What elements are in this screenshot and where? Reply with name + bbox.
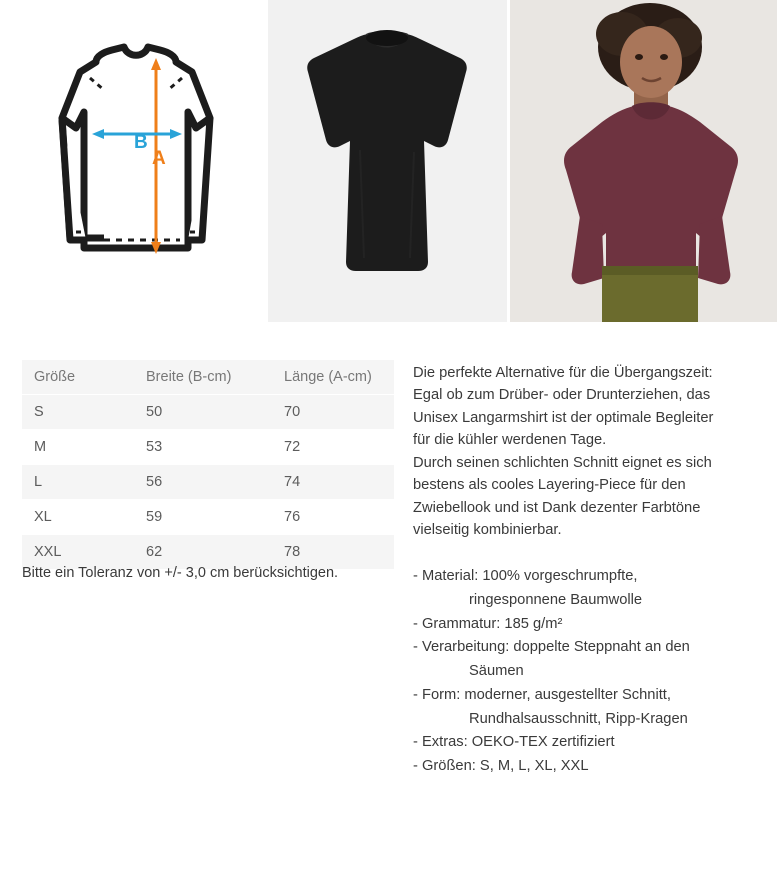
product-photo-panel xyxy=(268,0,507,322)
cell-size: XL xyxy=(22,500,134,535)
cell-width: 56 xyxy=(134,465,272,500)
longsleeve-schematic-icon xyxy=(0,0,265,322)
spec-verarbeitung: - Verarbeitung: doppelte Steppnaht an den xyxy=(413,639,690,656)
product-specs xyxy=(413,565,765,779)
cell-width: 53 xyxy=(134,430,272,465)
spec-grammatur: - Grammatur: 185 g/m² xyxy=(413,615,563,632)
product-description xyxy=(413,362,763,542)
table-row xyxy=(22,430,394,465)
cell-width: 62 xyxy=(134,535,272,570)
image-strip xyxy=(0,0,777,322)
desc-line-3: Unisex Langarmshirt ist der optimale Begleiter xyxy=(413,409,714,426)
spec-verarbeitung-cont: Säumen xyxy=(469,663,524,680)
cell-width: 59 xyxy=(134,500,272,535)
length-label: A xyxy=(152,148,166,169)
tolerance-note: Bitte ein Toleranz von +/- 3,0 cm berücksichtigen. xyxy=(22,565,339,581)
cell-size: XXL xyxy=(22,535,134,570)
table-row xyxy=(22,395,394,430)
table-header-row xyxy=(22,360,394,395)
spec-form: - Form: moderner, ausgestellter Schnitt, xyxy=(413,686,671,703)
desc-line-2: Egal ob zum Drüber- oder Drunterziehen, das xyxy=(413,387,711,404)
cell-size: L xyxy=(22,465,134,500)
desc-line-7: Zwiebellook und ist Dank dezenter Farbtöne xyxy=(413,499,701,516)
desc-line-8: vielseitig kombinierbar. xyxy=(413,522,562,539)
model-photo-panel xyxy=(510,0,777,322)
header-size: Größe xyxy=(22,360,134,395)
schematic-panel xyxy=(0,0,265,322)
spec-groessen: - Größen: S, M, L, XL, XXL xyxy=(413,758,589,775)
cell-length: 78 xyxy=(272,535,394,570)
width-label: B xyxy=(134,132,148,153)
cell-size: M xyxy=(22,430,134,465)
table-row xyxy=(22,500,394,535)
cell-length: 70 xyxy=(272,395,394,430)
cell-length: 74 xyxy=(272,465,394,500)
spec-material: - Material: 100% vorgeschrumpfte, xyxy=(413,568,638,584)
cell-width: 50 xyxy=(134,395,272,430)
desc-line-5: Durch seinen schlichten Schnitt eignet es sich xyxy=(413,454,712,471)
spec-form-cont: Rundhalsausschnitt, Ripp-Kragen xyxy=(469,710,688,727)
model-wearing-shirt-photo xyxy=(510,0,777,322)
cell-size: S xyxy=(22,395,134,430)
spec-material-cont: ringesponnene Baumwolle xyxy=(469,591,643,608)
cell-length: 72 xyxy=(272,430,394,465)
desc-line-4: für die kühler werdenen Tage. xyxy=(413,432,607,449)
table-row xyxy=(22,465,394,500)
spec-extras: - Extras: OEKO-TEX zertifiziert xyxy=(413,734,615,751)
header-width: Breite (B-cm) xyxy=(134,360,272,395)
header-length: Länge (A-cm) xyxy=(272,360,394,395)
desc-line-1: Die perfekte Alternative für die Übergangszeit: xyxy=(413,365,713,381)
cell-length: 76 xyxy=(272,500,394,535)
size-table xyxy=(22,360,394,570)
desc-line-6: bestens als cooles Layering-Piece für den xyxy=(413,477,686,494)
black-longsleeve-photo xyxy=(268,0,507,322)
